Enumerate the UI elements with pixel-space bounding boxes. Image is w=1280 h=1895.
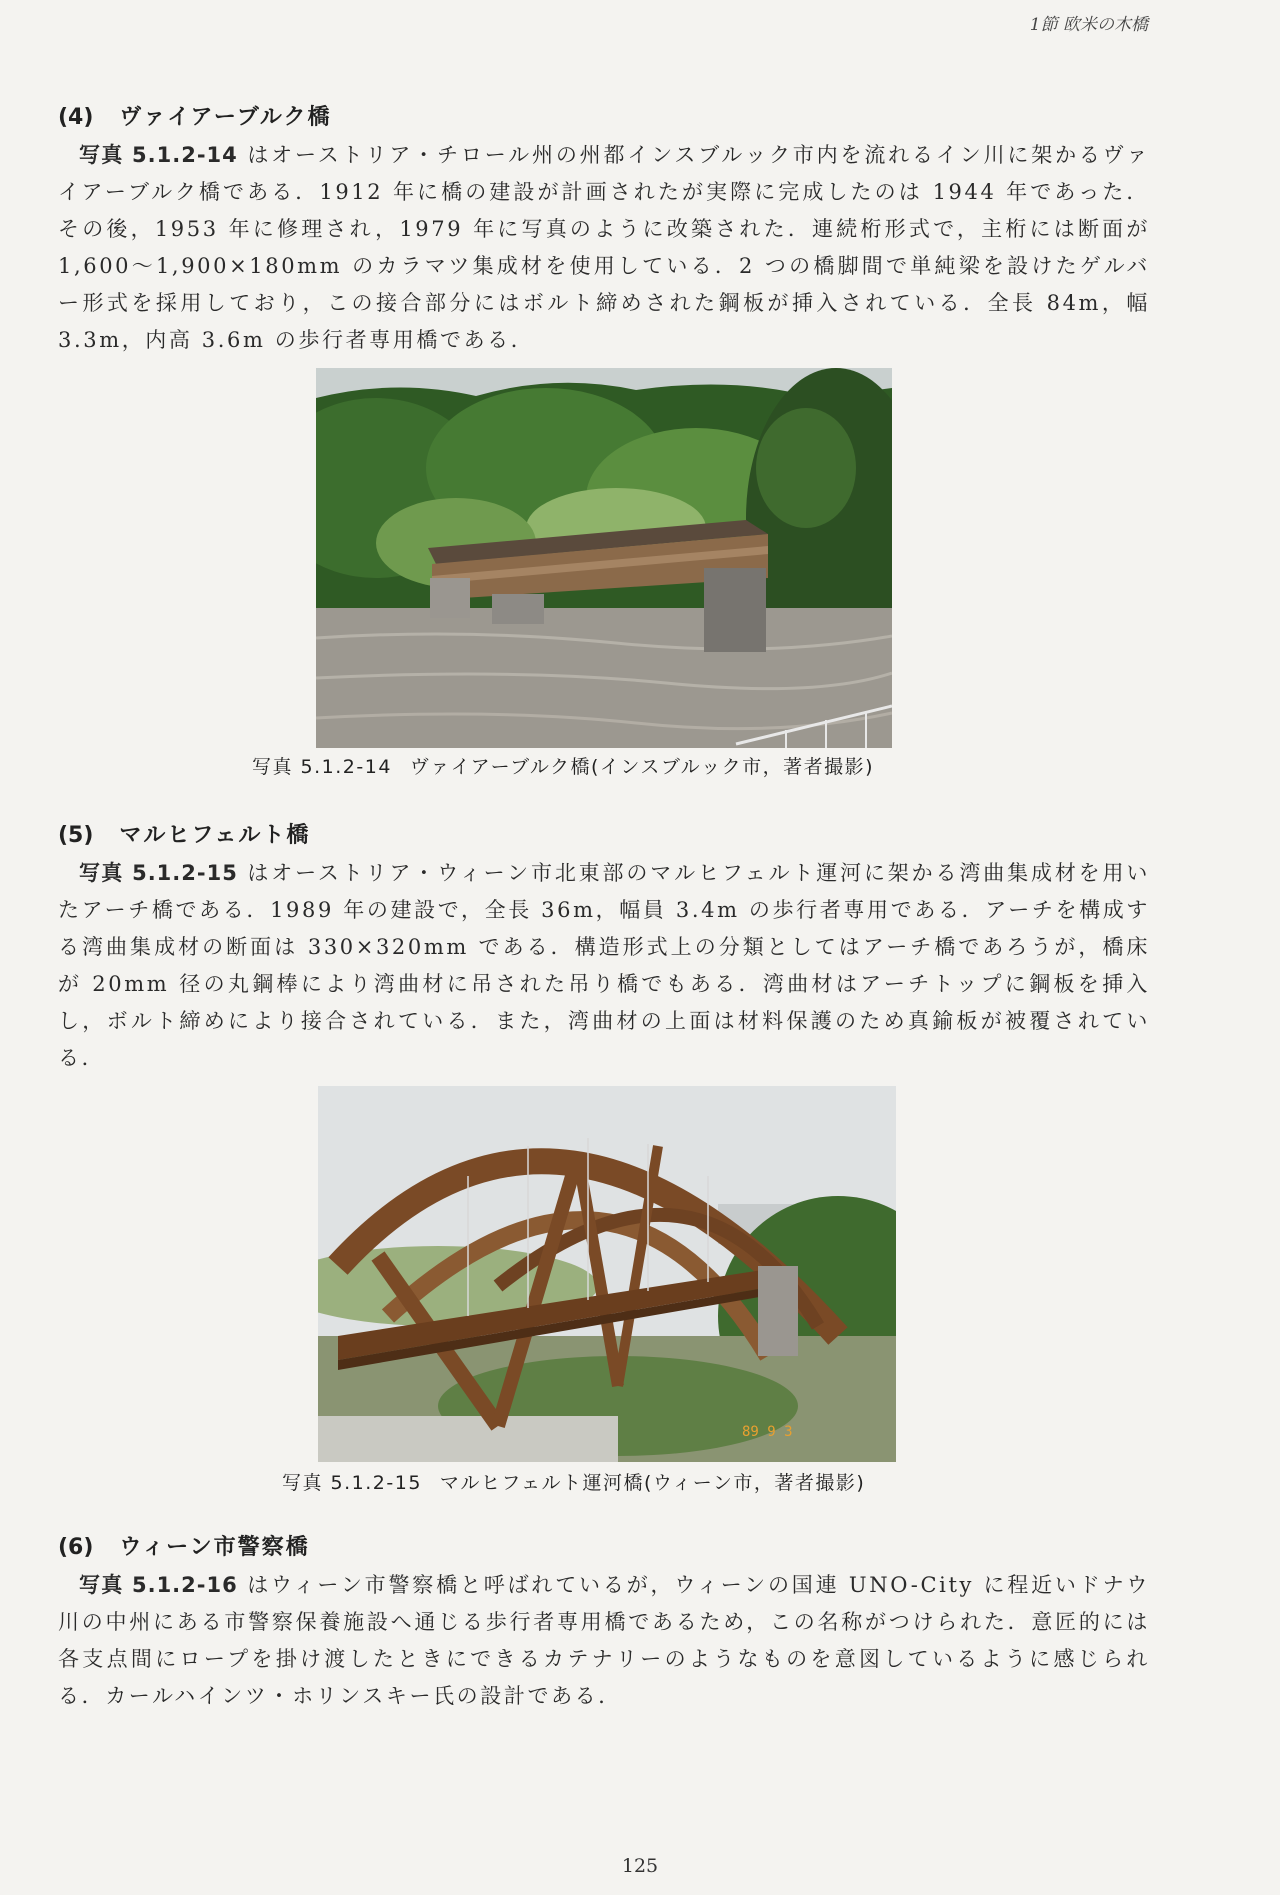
- section-heading: [58, 1530, 1150, 1561]
- section-4: [58, 100, 1150, 359]
- section-heading: [58, 100, 1150, 131]
- section-number: (5): [58, 823, 94, 848]
- section-5: [58, 818, 1150, 1077]
- running-head: 1節 欧米の木橋: [1029, 15, 1148, 35]
- section-body: [58, 1567, 1150, 1715]
- section-number: (4): [58, 105, 94, 130]
- caption-text: マルヒフェルト運河橋(ウィーン市，著者撮影): [439, 1472, 866, 1494]
- section-title: ヴァイアーブルク橋: [119, 105, 332, 130]
- caption-id: 写真 5.1.2-14: [252, 756, 392, 778]
- photo-reference: 写真 5.1.2-14: [79, 143, 238, 167]
- photo-reference: 写真 5.1.2-16: [79, 1573, 238, 1597]
- photo-image: [316, 368, 892, 748]
- photo-image: [318, 1086, 896, 1462]
- section-title: ウィーン市警察橋: [119, 1535, 310, 1560]
- date-stamp: 89 9 3: [742, 1424, 793, 1440]
- section-heading: [58, 818, 1150, 849]
- body-text: はウィーン市警察橋と呼ばれているが，ウィーンの国連 UNO-City に程近いドナウ川の中州にある市警察保養施設へ通じる歩行者専用橋であるため，この名称がつけられた．意匠的には各支点間にロープを掛け渡したときにできるカテナリーのようなものを意図しているように感じられる．カールハインツ・ホリンスキー氏の設計である．: [58, 1573, 1150, 1708]
- page-number: 125: [621, 1855, 659, 1877]
- section-title: マルヒフェルト橋: [119, 823, 311, 848]
- photo-marchfeld-bridge: [318, 1086, 896, 1462]
- section-body: [58, 137, 1150, 359]
- photo-reference: 写真 5.1.2-15: [79, 861, 238, 885]
- body-text: はオーストリア・チロール州の州都インスブルック市内を流れるイン川に架かるヴァイアーブルク橋である．1912 年に橋の建設が計画されたが実際に完成したのは 1944 年であった．その後，1953 年に修理され，1979 年に写真のように改築された．連続桁形式で，主桁には断面が 1,600～1,900×180mm のカラマツ集成材を使用している．2 つの橋脚間で単純梁を設けたゲルバー形式を採用しており，この接合部分にはボルト締めされた鋼板が挿入されている．全長 84m，幅 3.3m，内高 3.6m の歩行者専用橋である．: [58, 143, 1150, 352]
- photo-caption: [252, 752, 874, 779]
- body-text: はオーストリア・ウィーン市北東部のマルヒフェルト運河に架かる湾曲集成材を用いたアーチ橋である．1989 年の建設で，全長 36m，幅員 3.4m の歩行者専用である．アーチを構成する湾曲集成材の断面は 330×320mm である．構造形式上の分類としてはアーチ橋であろうが，橋床が 20mm 径の丸鋼棒により湾曲材に吊された吊り橋でもある．湾曲材はアーチトップに鋼板を挿入し，ボルト締めにより接合されている．また，湾曲材の上面は材料保護のため真鍮板が被覆されている．: [58, 861, 1150, 1070]
- caption-text: ヴァイアーブルク橋(インスブルック市，著者撮影): [409, 756, 874, 778]
- section-6: [58, 1530, 1150, 1715]
- section-body: [58, 855, 1150, 1077]
- photo-weiherburg-bridge: [316, 368, 892, 748]
- caption-id: 写真 5.1.2-15: [282, 1472, 422, 1494]
- photo-caption: [282, 1468, 865, 1495]
- section-number: (6): [58, 1535, 94, 1560]
